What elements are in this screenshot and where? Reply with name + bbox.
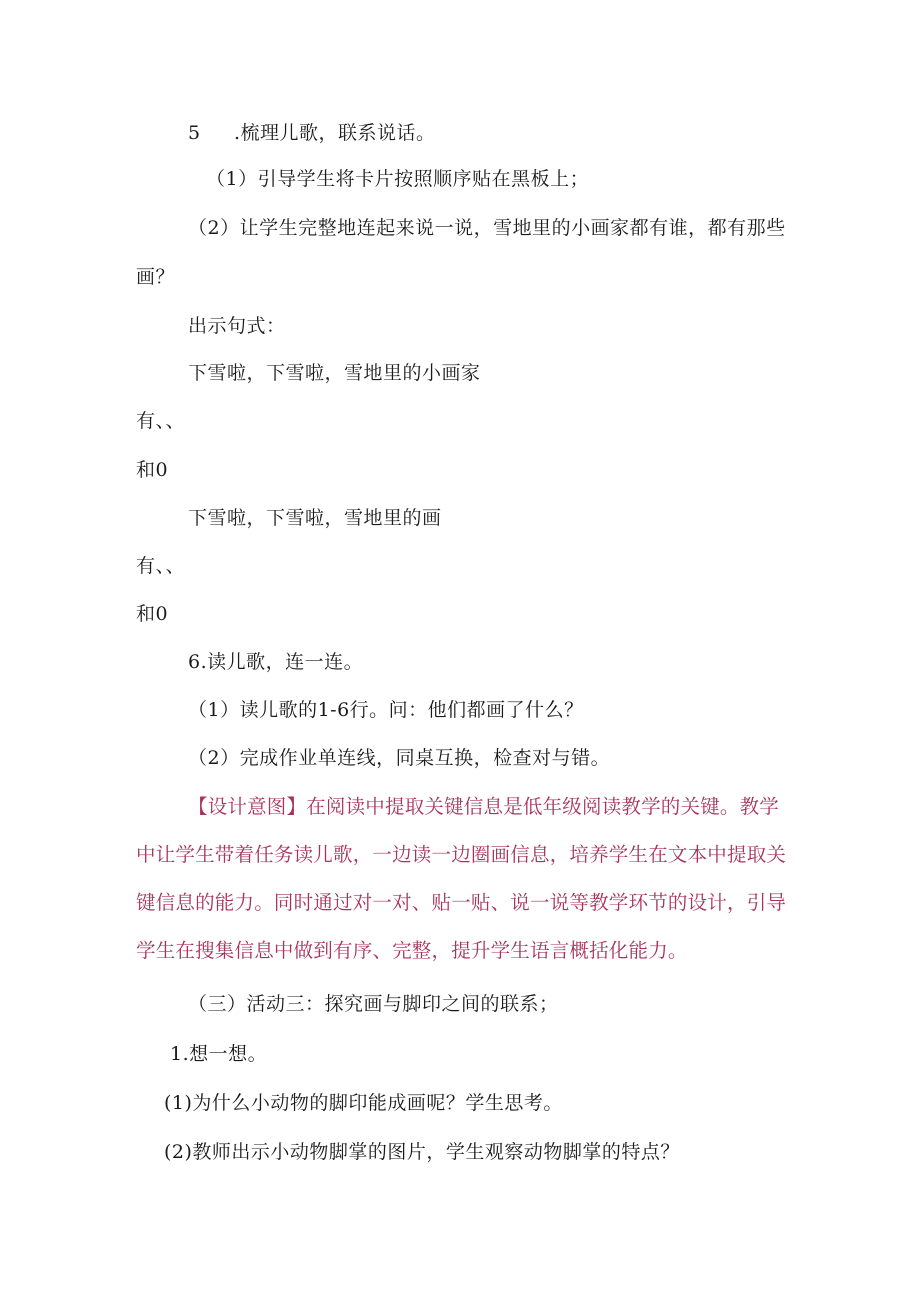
pattern-2-line-3: 和0 xyxy=(136,603,169,625)
section-6-item-2: （2）完成作业单连线，同桌互换，检查对与错。 xyxy=(188,747,611,769)
section-5-item-1: （1）引导学生将卡片按照顺序贴在黑板上； xyxy=(206,168,590,190)
pattern-1-line-1: 下雪啦，下雪啦，雪地里的小画家 xyxy=(188,362,481,384)
activity-3-heading: （三）活动三：探究画与脚印之间的联系； xyxy=(188,993,559,1015)
design-intent-line-1: 【设计意图】在阅读中提取关键信息是低年级阅读教学的关键。教学 xyxy=(188,795,780,818)
pattern-1-line-3: 和0 xyxy=(136,459,169,481)
section-6-item-1: （1）读儿歌的1-6行。问：他们都画了什么？ xyxy=(188,699,584,721)
section-5-item-2-line-2: 画？ xyxy=(136,266,176,288)
pattern-2-line-1: 下雪啦，下雪啦，雪地里的画 xyxy=(188,507,442,529)
pattern-1-line-2: 有、、 xyxy=(136,410,186,432)
section-5-heading xyxy=(188,120,436,146)
section-5-title: .梳理儿歌，联系说话。 xyxy=(234,122,436,144)
section-6-heading: 6.读儿歌，连一连。 xyxy=(188,651,364,673)
section-5-item-2-line-1: （2）让学生完整地连起来说一说，雪地里的小画家都有谁，都有那些 xyxy=(188,217,786,239)
design-intent-line-3: 键信息的能力。同时通过对一对、贴一贴、说一说等教学环节的设计，引导 xyxy=(136,891,787,914)
activity-3-sub-1: 1.想一想。 xyxy=(170,1043,268,1065)
section-5-number: 5 xyxy=(188,122,201,144)
design-intent-line-4: 学生在搜集信息中做到有序、完整，提升学生语言概括化能力。 xyxy=(136,939,688,962)
activity-3-item-1: (1)为什么小动物的脚印能成画呢？学生思考。 xyxy=(164,1092,563,1114)
activity-3-item-2: (2)教师出示小动物脚掌的图片，学生观察动物脚掌的特点？ xyxy=(164,1141,680,1163)
design-intent-line-2: 中让学生带着任务读儿歌，一边读一边圈画信息，培养学生在文本中提取关 xyxy=(136,843,787,866)
pattern-label: 出示句式： xyxy=(188,315,286,337)
pattern-2-line-2: 有、、 xyxy=(136,555,186,577)
